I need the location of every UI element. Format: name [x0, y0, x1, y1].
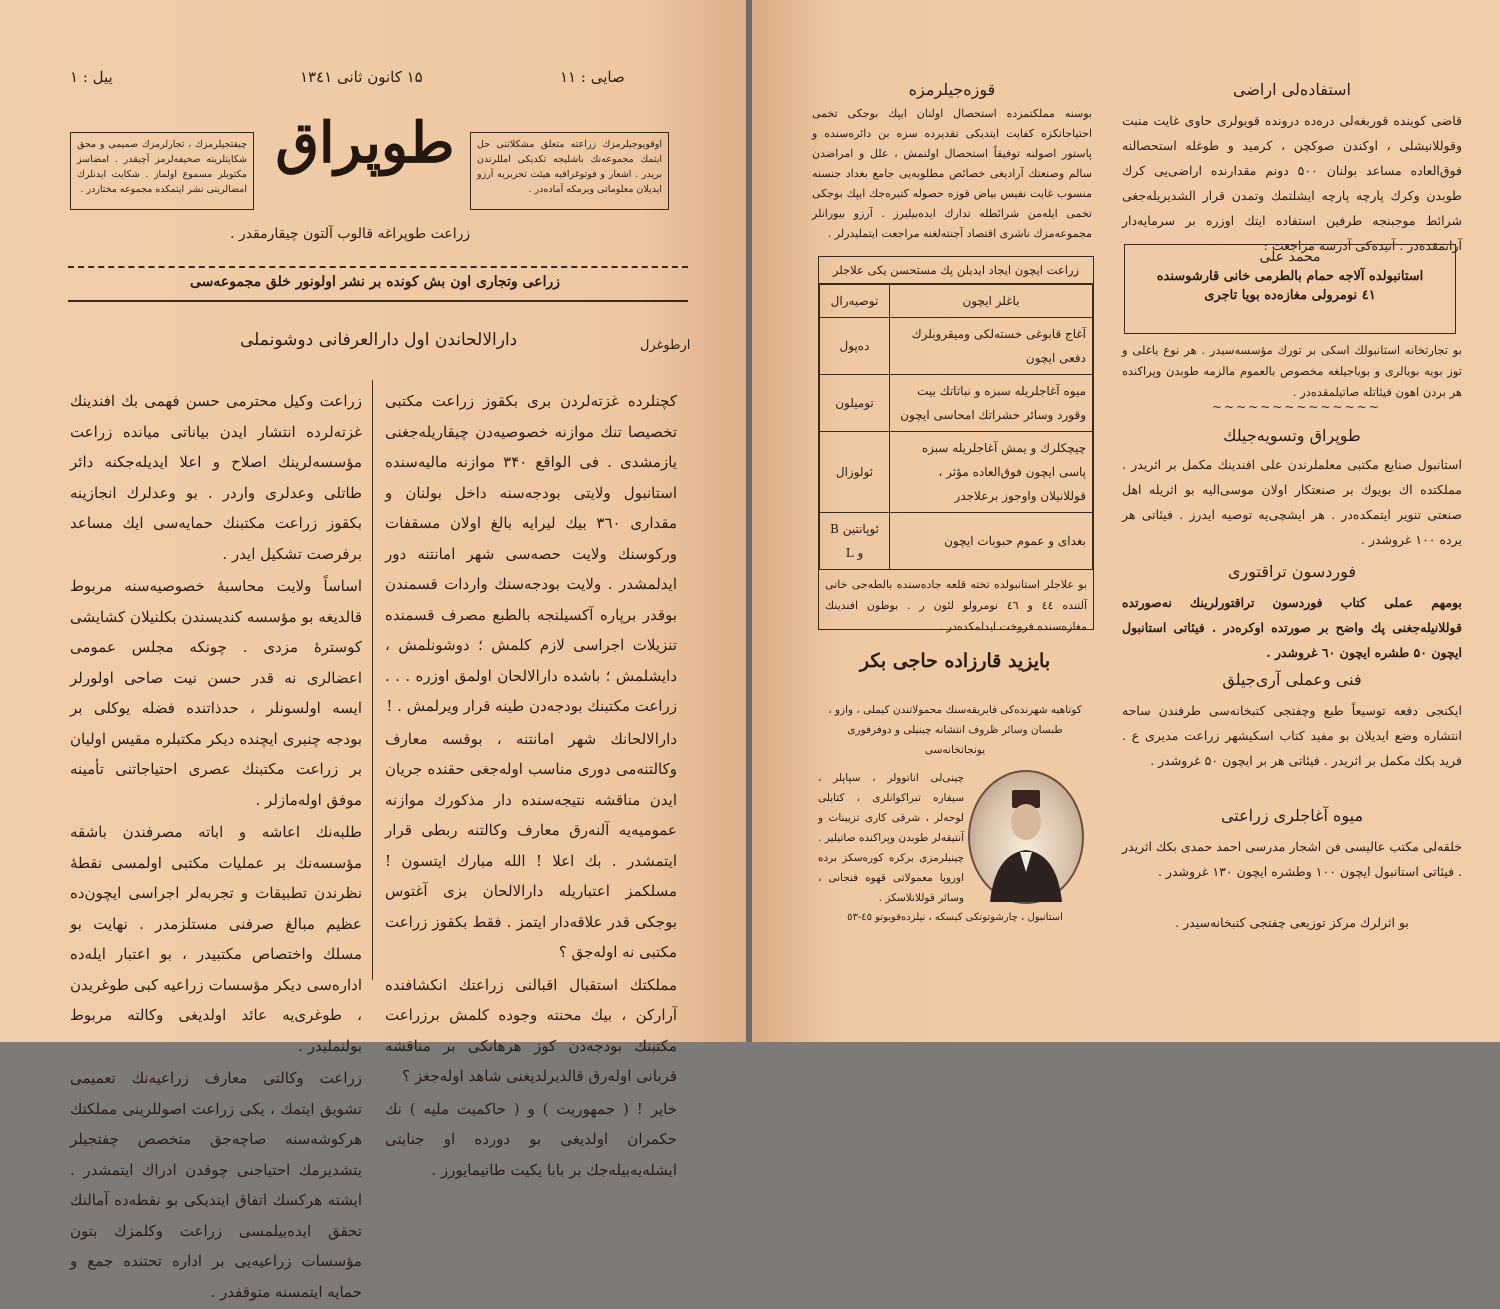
- tagline: زراعی وتجاری اون بش کونده بر نشر اولونور خلق مجموعه‌سی: [190, 274, 560, 290]
- remedies-note: بو علاجلر استانبولده تخته قلعه جاده‌سنده بالطه‌جی خانی آلتنده ٤٤ و ٤٦ نومرولو لئون ر . بوطون افندینك مغازه‌سنده فروخت ایدلمکده‌در .: [825, 578, 1087, 633]
- article-paragraph: زراعت وکیل محترمی حسن فهمی بك افندینك غزته‌لرده انتشار ایدن بیاناتی میانده زراعت مؤسسه‌لرینك اصلاح و اعلا ایدیله‌جکنه دائر طاتلی وعدلری واردر . بو وعدلرك انجازینه بکقوز زراعت مکتبنك حمایه‌سی ایك مساعد برفرصت تشکیل ایدر .: [70, 392, 362, 563]
- book-body-tractor: بومهم عملی کتاب فوردسون تراقتورلرینك نه‌صورتده قوللانیله‌جغنی پك واضح بر صورتده اوکره‌در . فیئاتی استانبول ایچون ۵۰ طشره ایچون ٦۰ غروشدر .: [1122, 595, 1462, 660]
- article-paragraph: طلبه‌نك اعاشه و اباته مصرفندن باشقه مؤسسه‌نك بر عملیات مکتبی اولمسی نقطهٔ نظرندن تطبیقات و تجربه‌لر اجراسی ایچون‌ده عظیم مبالغ صرفنی مستلزمدر . نهایت بو مسلك واختصاص مکتبیدر ، بو اعتبار ایله‌ده اداره‌سی دیکر مؤسسات زراعیه کبی طوغریدن ، طوغری‌یه عائد اولدیغی وکالته مربوط بولنملیدر .: [70, 823, 362, 1055]
- land-ad-body: قاضی کوینده قوربغه‌لی دره‌ده درونده قویولری حاوی غایت منبت وقوللانیشلی ، اوکندن صوکچن ، کرمید و طوغله استحصالنه فوق‌العاده مساعد بولنان ۵۰۰ دونم مقدارنده اراضی‌یی کرك طوبدن وکرك پارچه پارچه ایشلتمك وتمدن قرار الشدیریله‌جغی شرائط موجبنجه طرفین استفاده ایتك اوزره بر سرمایه‌دار آرانمقده‌در . آتیده‌کی آدرسه مراجعت :: [1122, 113, 1462, 253]
- table-cell: ئولوزال: [820, 432, 890, 513]
- table-cell: تومیلون: [820, 375, 890, 432]
- table-cell: ده‌پول: [820, 318, 890, 375]
- masthead-box-right: اوقویوجیلرمزك زراعته متعلق مشکلاتنی حل ایتمك مجموعه‌نك باشلیجه تکدیکی امللرندن بریدر . اشعار و فوتوغرافیه هیئت تحریریه آرزو ایدیلان معلوماتی ویرمکه آماده‌در .: [470, 132, 669, 210]
- volume-label: ییل : ۱: [70, 68, 113, 86]
- table-header-row: [820, 285, 1093, 318]
- table-row: [820, 513, 1093, 570]
- dashed-divider: [68, 266, 688, 268]
- article-column-right: [385, 386, 677, 1187]
- masthead-subtitle: زراعت طوپراغه قالوب آلتون چیقارمقدر .: [230, 226, 471, 242]
- table-row: [820, 432, 1093, 513]
- table-cell: میوه آغاجلریله سبزه و نباتاتك بیت وقورد وسائر حشراتك امحاسی ایچون: [890, 375, 1093, 432]
- table-row: [820, 318, 1093, 375]
- ad-description: کوتاهیه شهرنده‌کی فابریقه‌سنك محمولاتندن کیملی ، وازو ، طبسان وسائر ظروف انتشانه چینیلی و دوفرفوری یونجاتخانه‌سی: [828, 704, 1082, 756]
- table-cell: چیچکلرك و یمش آغاجلریله سبزه پاسی ایچون فوق‌العاده مؤثر ، قوللانیلان واوجوز برعلاجدر: [890, 432, 1093, 513]
- remedies-table-box: [818, 256, 1094, 633]
- portrait-image: [968, 770, 1084, 904]
- address-box: [1124, 244, 1456, 334]
- article-title: دارالالحاندن اول دارالعرفانی دوشونملی: [240, 330, 518, 350]
- issue-number: صایی : ۱۱: [560, 68, 625, 86]
- table-header: توصیه‌رال: [820, 285, 890, 318]
- article-paragraph: کچنلرده غزته‌لردن بری بکقوز زراعت مکتبی تخصیصا تنك موازنه خصوصیه‌دن چیقاریله‌جغنی یازمشدی . فی الواقع ۳۴۰ موازنه مالیه‌سنده استانبول ولایتی بودجه‌سنه داخل بولنان و مقداری ۳٦۰ بیك لیرایه بالغ اولان مسقفات ورکوسنك ولایت حصه‌سی شهر امانتنه دور ایدلمشدر . ولایت بودجه‌سنك واردات قسمندن بوقدر برپاره آکسیلنجه بالطبع مصرف قسمنده تنزیلات اجراسی لازم کلمش ؛ دوشونلمش ، دایشلمش ؛ باشده دارالالحان اولمق اوزره . . . زراعت مکتبنك بودجه‌دن طینه قرار ویرلمش . !: [385, 392, 677, 715]
- store-note: بو تجارتخانه استانبولك اسکی بر تورك مؤسسه‌سیدر . هر نوع یاغلی و توز بویه بویالری و بویاجیلغه مخصوص بالعموم مالزمه طوبدن وپراکنده هر بردن اهون فیئاتله صاتیلمقده‌در .: [1122, 343, 1462, 399]
- ad-title: بایزید قارزاده حاجی بکر: [859, 650, 1051, 672]
- left-page: [0, 0, 748, 1301]
- masthead-box-left: چیفتجیلرمزك ، تجارلرمزك صمیمی و محق شکایتلرینه صحیفه‌لرمز آچیقدر . امضاسز مکتوبلر مسموع اولماز . شکایت ایدنلرك امضالرینی نشر ایتمکده مجموعه مختاردر .: [70, 132, 254, 210]
- book-title-fertilizer: طوپراق وتسویه‌جیلك: [1223, 426, 1361, 445]
- book-body-fruit: خلقه‌لی مکتب عالیسی فن اشجار مدرسی احمد حمدی بکك اثریدر . فیئاتی استانبول ایچون ۱۰۰ وطشره ایچون ۱۳۰ غروشدر .: [1122, 839, 1462, 879]
- book-title-fruit: میوه آغاجلری زراعتی: [1220, 806, 1364, 825]
- book-body-fertilizer: استانبول صنایع مکتبی معلملرندن علی افندینك مکمل بر اثریدر . مملکتده اك بویوك بر صنعتکار اولان موسی‌الیه بو اثریله اهل صنعتی تنویر ایتمکده‌در . هر ایشچی‌یه توصیه ایدرز . فیئاتی هر یرده ۱۰۰ غروشدر .: [1122, 457, 1462, 547]
- remedies-table: [819, 284, 1093, 570]
- address-line: استانبولده آلاجه حمام بالطرمی خانی قارشوسنده: [1156, 269, 1424, 284]
- pest-body: بوسنه مملکتمزده استحصال اولنان ایپك بوجکی تخمی احتیاجاتکزه کفایت ایتدیکی تقدیرده سزه بن دائره‌سنده و پاستور اصولنه توفیقاً استحصال اولنمش ، علل و امراضدن سالم وصنعتك آرادیغی خصائص مطلوبه‌یی جامع بغداد جنسنه منسوب غایت نفیس بیاض قوزه حصوله کتیره‌جك ایپك بوجکی تخمی ایله‌من شرائطله تدارك ایده‌بیلیرز . آرزو بیورانلر مجموعه‌مزك ناشری اقتصاد آجنته‌لغنه مراجعت ایتملیدرلر .: [812, 107, 1092, 240]
- article-author: ارطوغرل: [640, 338, 691, 353]
- remedies-table-caption: زراعت ایچون ایجاد ایدیلن پك مستحسن یکی علاجلر: [819, 257, 1093, 284]
- book-title-tractor: فوردسون تراقتوری: [1228, 562, 1356, 581]
- table-cell: بغدای و عموم حبوبات ایچون: [890, 513, 1093, 570]
- article-paragraph: زراعت وکالتی معارف زراعیه‌نك تعمیمی تشویق ایتمك ، یکی زراعت اصوللرینی مملکتك هرکوشه‌سنه صاچه‌جق متخصص چفتجیلر یتشدیرمك احتیاجنی چوقدن ادراك ایتمشدر . ایشته هرکسك اتفاق ایتدیکی بو نقطه‌ده آمالنك تحقق ایده‌بیلمسی زراعت وکلمزك بتون مؤسسات زراعیه‌یی بر اداره تحتنده جمع و حمایه ایتمسنه متوقفدر .: [70, 1069, 362, 1301]
- book-title-beekeeping: فنی وعملی آری‌جیلق: [1222, 670, 1362, 689]
- right-page: [752, 0, 1500, 1042]
- issue-date: ۱۵ کانون ثانی ۱۳٤۱: [300, 68, 423, 86]
- article-paragraph: دارالالحانك شهر امانتنه ، بوقسه معارف وکالتنه‌می دوری مناسب اوله‌جغی حقنده جریان ایدن مناقشه نتیجه‌سنده دار مذکورك موازنه عمومیه‌یه آلنه‌رق معارف وکالتنه ربطی قرار ایتمشدر . بك اعلا ! الله مبارك ایتسون ! مسلکمز اعتباریله دارالالحان بزی آغتوس بوجکی قدر علاقه‌دار ایتمز . فقط بکقوز زراعت مکتبی نه اوله‌جق ؟: [385, 729, 677, 961]
- portrait-figure: [970, 772, 1082, 902]
- ad-address: استانبول ، چارشوتونکی کیسکه ، نیلزده‌قوبوتو ٤٥-٥٣: [847, 912, 1063, 923]
- article-column-left: [70, 386, 362, 1309]
- table-row: [820, 375, 1093, 432]
- land-ad-title: استفاده‌لی اراضی: [1233, 80, 1351, 99]
- header-divider: [68, 300, 688, 302]
- table-cell: ئوپانتین B و L: [820, 513, 890, 570]
- address-name: محمد علی: [1259, 249, 1321, 265]
- book-distribution-note: بو اثرلرك مرکز توزیعی چفتجی کتبخانه‌سیدر .: [1175, 915, 1409, 930]
- address-line: ٤۱ نومرولی مغازه‌ده بویا تاجری: [1204, 288, 1376, 303]
- article-paragraph: خایر ! ( جمهوریت ) و ( حاکمیت ملیه ) نك حکمران اولدیغی بو دورده او جنایتی ایشله‌یه‌بیله‌جك بر بابا یکیت طانیمایورز .: [385, 1099, 677, 1179]
- pest-title: قوزه‌جیلرمزه: [908, 80, 996, 99]
- table-header: باغلر ایچون: [890, 285, 1093, 318]
- ornament-separator: ~~~~~~~~~~~~~~: [1212, 400, 1381, 414]
- article-paragraph: اساساً ولایت محاسبهٔ خصوصیه‌سنه مربوط قالدیغه بو مؤسسه کندیسندن بکلنیلان کشایشی کوسترهٔ مزدی . چونکه مجلس عمومی اعضالری نه قدر حسن نیت صاحی اولورلر ایسه اولسونلر ، حدذاتنده فضله یوکلی بر بودجه چنبری ایچنده دیکر مکتبلره مقیس اولیان بر زراعت مکتبنك عصری احتیاجاتنی تأمینه موفق اوله‌مازلر .: [70, 577, 362, 809]
- table-cell: آغاج قابوغی خسته‌لکی ومیقروبلرك دفعی ایچون: [890, 318, 1093, 375]
- ad-body: چینی‌لی اناتوولر ، سپاپلر ، سیفاره تبراکوانلری ، کتابلی لوحه‌لر ، شرقی کاری تزیینات و آنتیقه‌لر طوبدن وپراکنده صاتیلیر . چینیلرمزی برکره کوره‌سکز برده اوروپا معمولاتی قهوه فنجانی ، وسائر قوللانلاسکز .: [818, 772, 964, 904]
- masthead-title: طوپراق: [275, 110, 455, 176]
- column-divider: [372, 380, 373, 980]
- article-paragraph: مملکتك استقبال اقبالنی زراعتك انکشافنده آرارکن ، بیك محنته وجوده کلمش برزراعت مکتبنك بودجه‌دن کوز هرهانکی بر مناقشه قربانی اوله‌رق قالدیرلدیغنی شاهد اوله‌جغز ؟: [385, 975, 677, 1085]
- book-body-beekeeping: ایکنجی دفعه توسیعاً طبع وچفتجی کتبخانه‌سی طرفندن ساحه انتشاره وضع ایدیلان بو مفید کتاب اسکیشهر زراعت مدیری ع . فرید بکك مکمل بر اثریدر . فیئاتی هر بر ایچون ۵۰ غروشدر .: [1122, 703, 1462, 768]
